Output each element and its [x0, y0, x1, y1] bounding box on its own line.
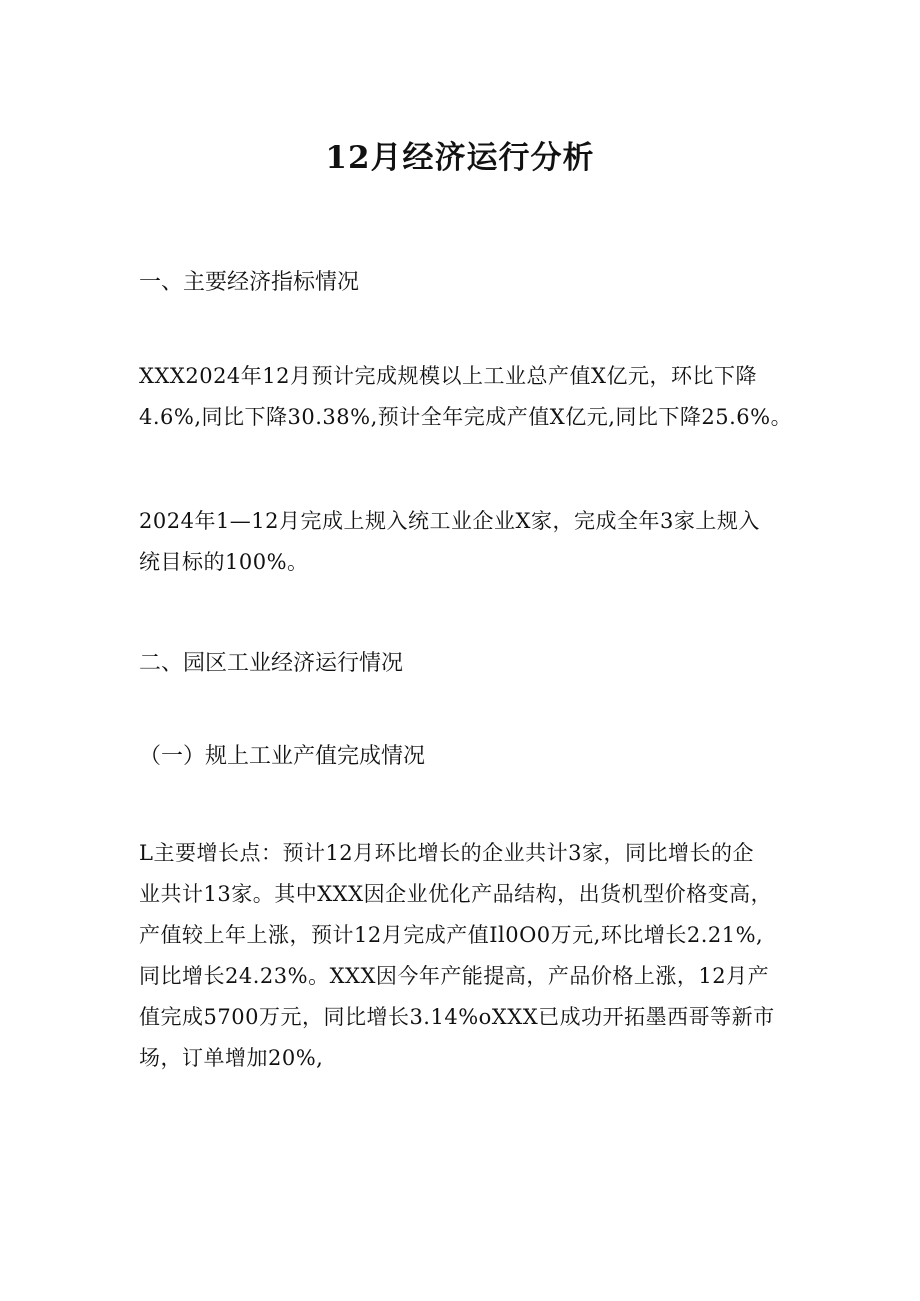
paragraph-line: 业共计13家。其中XXX因企业优化产品结构，出货机型价格变高，	[139, 882, 773, 906]
section-heading-main-indicators: 一、主要经济指标情况	[139, 270, 360, 295]
paragraph-line: 值完成5700万元，同比增长3.14%oXXX已成功开拓墨西哥等新市	[139, 1005, 775, 1029]
paragraph-line: 4.6%,同比下降30.38%,预计全年完成产值X亿元,同比下降25.6%。	[139, 405, 793, 429]
paragraph-line: 产值较上年上涨，预计12月完成产值Il0O0万元,环比增长2.21%,	[139, 923, 764, 947]
paragraph-growth-points	[139, 833, 789, 1079]
section-heading-park-industry: 二、园区工业经济运行情况	[139, 651, 404, 676]
paragraph-line: 统目标的100%。	[139, 550, 309, 574]
paragraph-line: L主要增长点：预计12月环比增长的企业共计3家，同比增长的企	[139, 841, 755, 865]
paragraph-line: XXX2024年12月预计完成规模以上工业总产值X亿元，环比下降	[139, 364, 757, 388]
paragraph-industrial-output	[139, 356, 793, 438]
document-title: 12月经济运行分析	[325, 140, 595, 176]
paragraph-line: 2024年1—12月完成上规入统工业企业X家，完成全年3家上规入	[139, 509, 760, 533]
subsection-heading-output-completion: （一）规上工业产值完成情况	[139, 744, 426, 769]
paragraph-line: 场，订单增加20%,	[139, 1046, 324, 1070]
paragraph-line: 同比增长24.23%。XXX因今年产能提高，产品价格上涨，12月产	[139, 964, 770, 988]
paragraph-enterprise-count	[139, 501, 789, 583]
